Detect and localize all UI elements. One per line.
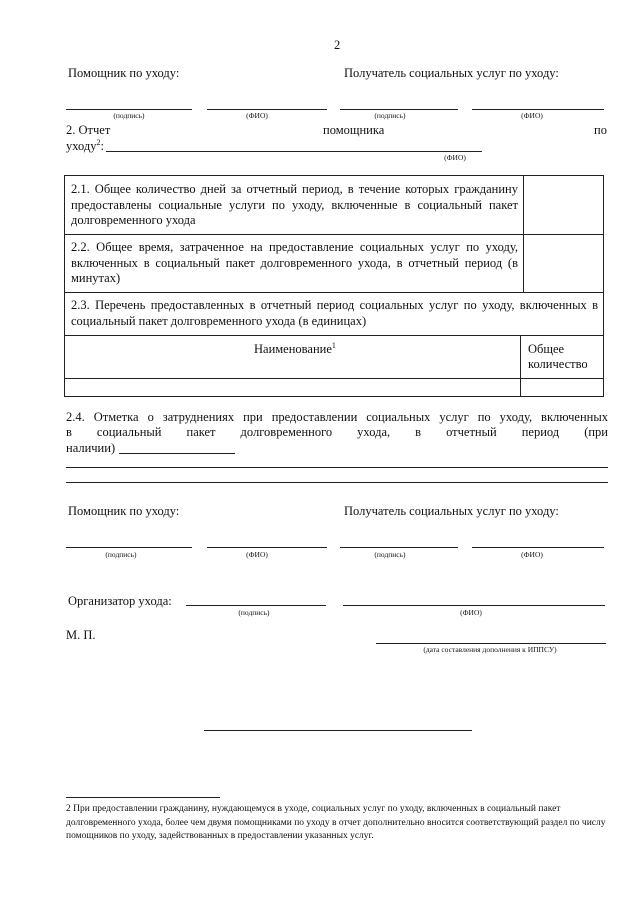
row-total-time: 2.2. Общее время, затраченное на предоставление социальных услуг по уходу, включенных в социальный пакет долговременного ухода, в отчетный период (в минутах) — [71, 240, 518, 285]
report-name-line — [106, 151, 482, 152]
difficulties-field — [119, 453, 235, 454]
footnote-ref: 2 — [96, 137, 101, 147]
organizer-label: Организатор ухода: — [68, 594, 172, 608]
caption-name: (ФИО) — [246, 111, 268, 120]
signature-line — [340, 547, 458, 548]
table-column-divider — [520, 335, 521, 397]
caption-signature: (подпись) — [374, 111, 406, 120]
row-days-count: 2.1. Общее количество дней за отчетный период, в течение которых гражданину предоставлены социальные услуги по уходу, включенные в социальный пакет долговременного ухода — [71, 182, 518, 227]
page-number: 2 — [334, 38, 341, 52]
name-line — [207, 547, 327, 548]
caption-signature: (подпись) — [113, 111, 145, 120]
caption-name: (ФИО) — [521, 550, 543, 559]
footnote-separator — [66, 797, 220, 798]
header-qty-2: количество — [528, 357, 588, 371]
signature-line — [340, 109, 458, 110]
table-divider — [64, 378, 604, 379]
table-divider — [64, 292, 604, 293]
name-line — [472, 109, 604, 110]
signature-line — [186, 605, 326, 606]
caption-name: (ФИО) — [246, 550, 268, 559]
name-line — [472, 547, 604, 548]
section2-suffix: по — [594, 123, 607, 137]
caption-signature: (подпись) — [105, 550, 137, 559]
footnote-text: 2 При предоставлении гражданину, нуждающемуся в уходе, социальных услуг по уходу, включенных в социальный пакет долговременного ухода, более чем двумя помощниками по уходу в отчет дополнительно вносится соответствующий раздел по числу помощников по уходу, задействованных в предоставлении указанных услуг. — [66, 804, 606, 841]
row-services-list: 2.3. Перечень предоставленных в отчетный период социальных услуг по уходу, включенных в социальный пакет долговременного ухода (в единицах) — [71, 298, 598, 328]
table-column-divider — [523, 175, 524, 292]
section2-middle: помощника — [323, 123, 385, 137]
section2-line2: уходу$^2$: — [66, 137, 105, 153]
section2-prefix: 2. Отчет — [66, 123, 111, 137]
recipient-label: Получатель социальных услуг по уходу: — [344, 66, 559, 80]
header-qty-1: Общее — [528, 342, 565, 356]
caption-name: (ФИО) — [521, 111, 543, 120]
closing-line — [204, 730, 472, 731]
date-caption: (дата составления дополнения к ИППСУ) — [423, 645, 557, 654]
difficulties-line3: наличии) — [66, 441, 116, 455]
helper-label: Помощник по уходу: — [68, 66, 180, 80]
difficulties-line1: 2.4. Отметка о затруднениях при предоставлении социальных услуг по уходу, включенных — [66, 410, 608, 424]
caption-name: (ФИО) — [444, 153, 466, 162]
name-line — [343, 605, 605, 606]
footnote-ref: 1 — [331, 340, 336, 350]
header-name: Наименование$^1$ — [254, 340, 336, 356]
difficulties-line2: в социальный пакет долговременного ухода, в отчетный период (при — [66, 425, 608, 439]
date-line — [376, 643, 606, 644]
difficulties-field — [66, 482, 608, 483]
recipient-label: Получатель социальных услуг по уходу: — [344, 504, 559, 518]
signature-line — [66, 109, 192, 110]
caption-signature: (подпись) — [374, 550, 406, 559]
name-line — [207, 109, 327, 110]
caption-signature: (подпись) — [238, 608, 270, 617]
difficulties-field — [66, 467, 608, 468]
table-divider — [64, 335, 604, 336]
helper-label: Помощник по уходу: — [68, 504, 180, 518]
signature-line — [66, 547, 192, 548]
caption-name: (ФИО) — [460, 608, 482, 617]
stamp-label: М. П. — [66, 628, 96, 642]
